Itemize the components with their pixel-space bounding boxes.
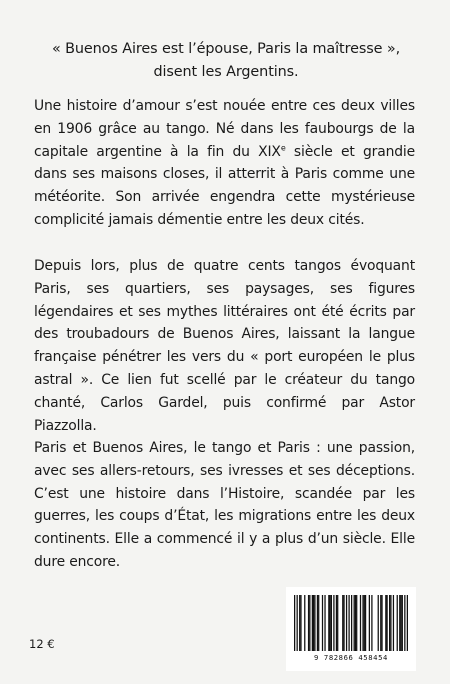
barcode-bar <box>378 595 379 651</box>
opening-quote <box>30 38 422 84</box>
barcode-bar <box>369 595 370 651</box>
barcode-bar <box>399 595 400 651</box>
barcode-bar <box>380 595 381 651</box>
quote-line-1: « Buenos Aires est l’épouse, Paris la maîtresse », <box>51 41 401 57</box>
barcode-bar <box>351 595 352 651</box>
barcode-bar <box>329 595 330 651</box>
barcode-bar <box>324 595 325 651</box>
barcode-bar <box>381 595 382 651</box>
barcode-bar <box>393 595 394 651</box>
isbn-digits: 9 782866 458454 <box>314 653 388 662</box>
barcode-bar <box>294 595 295 651</box>
paragraph-history-text-a: Une histoire d’amour s’est nouée entre ces deux villes en 1906 grâce au tango. Né dans les faubourgs de la capitale argentine à la fin du XIX <box>34 98 415 160</box>
superscript-e: e <box>280 142 286 152</box>
barcode-bar <box>300 595 301 651</box>
barcode-bar <box>385 595 386 651</box>
barcode-bar <box>328 595 329 651</box>
barcode-bar <box>309 595 310 651</box>
barcode <box>286 587 416 671</box>
barcode-bar <box>400 595 401 651</box>
paragraph-tangos: Depuis lors, plus de quatre cents tangos évoquant Paris, ses quartiers, ses paysages, ses figures légendaires et ses mythes littéraires ont été écrits par des troubadours de Buenos Aires, laissant la langue française pénétrer les vers du « port européen le plus astral ». Ce lien fut scellé par le créateur du tango chanté, Carlos Gardel, puis confirmé par Astor Piazzolla. <box>34 258 415 434</box>
barcode-bar <box>404 595 405 651</box>
barcode-bar <box>346 595 347 651</box>
barcode-bar <box>333 595 334 651</box>
barcode-bars <box>294 595 408 651</box>
barcode-bar <box>407 595 408 651</box>
barcode-bar <box>365 595 366 651</box>
barcode-bar <box>348 595 349 651</box>
barcode-bar <box>354 595 355 651</box>
barcode-bar <box>313 595 314 651</box>
barcode-bar <box>317 595 318 651</box>
barcode-bar <box>308 595 309 651</box>
paragraph-passion: Paris et Buenos Aires, le tango et Paris : une passion, avec ses allers-retours, ses ivresses et ses déceptions. C’est une histoire dans l’Histoire, scandée par les guerres, les coups d’État, les migrations entre les deux continents. Elle a commencé il y a plus d’un siècle. Elle dure encore. <box>34 440 415 570</box>
quote-line-2: disent les Argentins. <box>153 64 299 80</box>
barcode-bar <box>343 595 344 651</box>
barcode-bar <box>336 595 337 651</box>
barcode-bar <box>390 595 391 651</box>
barcode-bar <box>318 595 319 651</box>
barcode-bar <box>322 595 323 651</box>
barcode-bar <box>364 595 365 651</box>
barcode-bar <box>355 595 356 651</box>
barcode-bar <box>337 595 338 651</box>
barcode-bar <box>297 595 298 651</box>
barcode-bar <box>299 595 300 651</box>
barcode-bar <box>397 595 398 651</box>
barcode-bar <box>371 595 372 651</box>
paragraph-history <box>34 95 415 232</box>
paragraph-history-text-b: siècle et grandie dans ses maisons closes, il atterrit à Paris comme une météorite. Son arrivée engendra cette mystérieuse complicité jamais démentie entre les deux cités. <box>34 143 415 228</box>
barcode-bar <box>314 595 315 651</box>
barcode-bar <box>342 595 343 651</box>
barcode-bar <box>312 595 313 651</box>
barcode-bar <box>331 595 332 651</box>
barcode-bar <box>389 595 390 651</box>
barcode-bar <box>304 595 305 651</box>
barcode-bar <box>402 595 403 651</box>
barcode-bar <box>362 595 363 651</box>
price-label: 12 € <box>29 637 55 651</box>
barcode-bar <box>360 595 361 651</box>
barcode-bar <box>356 595 357 651</box>
barcode-bar <box>386 595 387 651</box>
